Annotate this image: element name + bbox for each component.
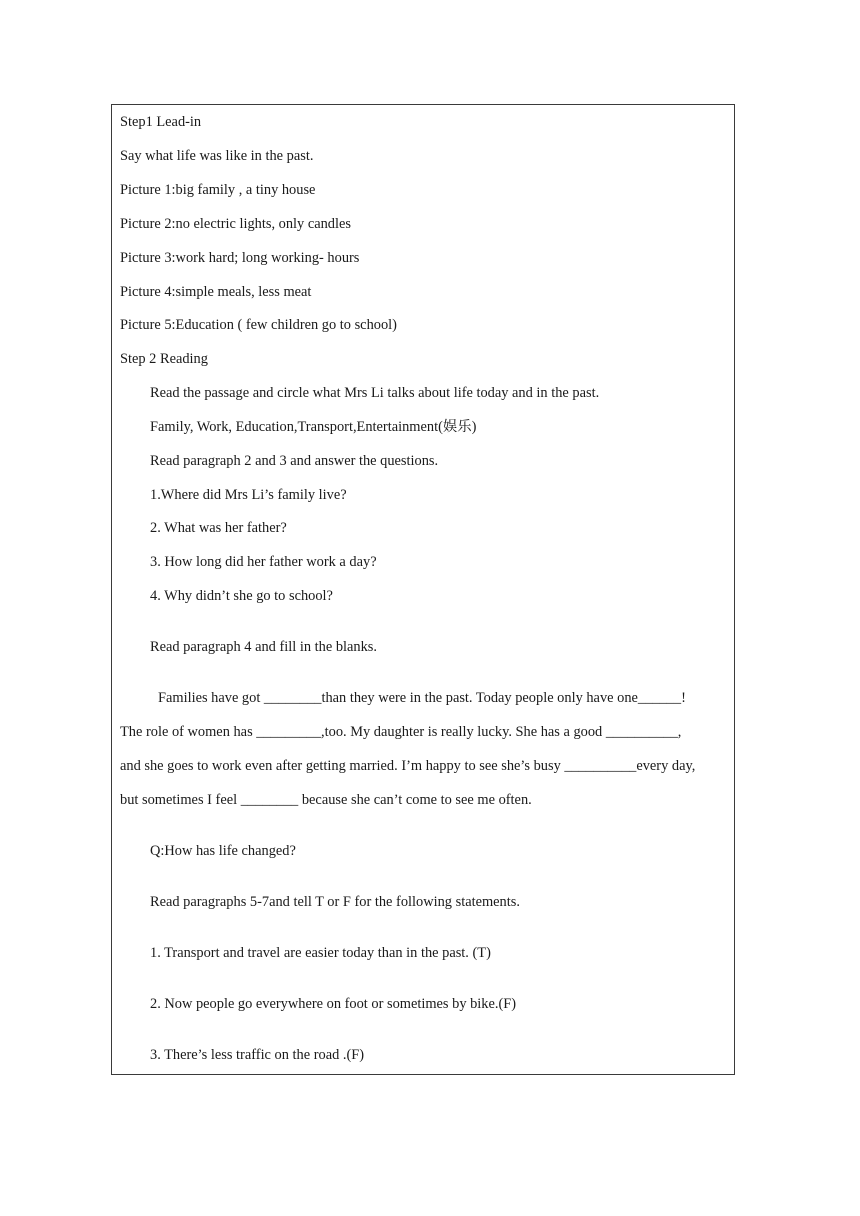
step2-heading: Step 2 Reading xyxy=(120,351,208,367)
task-circle-topics: Read the passage and circle what Mrs Li talks about life today and in the past. xyxy=(150,385,600,401)
task-fill-blanks: Read paragraph 4 and fill in the blanks. xyxy=(150,639,377,655)
step1-intro: Say what life was like in the past. xyxy=(120,148,314,164)
question-item: 2. What was her father? xyxy=(150,520,287,536)
passage-line: but sometimes I feel ________ because she can’t come to see me often. xyxy=(120,792,532,808)
question-item: 4. Why didn’t she go to school? xyxy=(150,588,333,604)
passage-line: and she goes to work even after getting married. I’m happy to see she’s busy __________every day, xyxy=(120,758,696,774)
picture-item: Picture 4:simple meals, less meat xyxy=(120,284,312,300)
statement-item: 2. Now people go everywhere on foot or sometimes by bike.(F) xyxy=(150,996,517,1012)
topic-list: Family, Work, Education,Transport,Entertainment(娱乐) xyxy=(150,419,477,435)
task-answer-questions: Read paragraph 2 and 3 and answer the questions. xyxy=(150,453,439,469)
picture-item: Picture 5:Education ( few children go to school) xyxy=(120,317,397,333)
question-item: 3. How long did her father work a day? xyxy=(150,554,377,570)
task-true-false: Read paragraphs 5-7and tell T or F for the following statements. xyxy=(150,894,520,910)
statement-item: 3. There’s less traffic on the road .(F) xyxy=(150,1047,365,1063)
question-item: 1.Where did Mrs Li’s family live? xyxy=(150,487,347,503)
passage-line: Families have got ________than they were in the past. Today people only have one______! xyxy=(158,690,686,706)
question-life-changed: Q:How has life changed? xyxy=(150,843,296,859)
picture-item: Picture 2:no electric lights, only candles xyxy=(120,216,351,232)
picture-item: Picture 3:work hard; long working- hours xyxy=(120,250,360,266)
passage-line: The role of women has _________,too. My daughter is really lucky. She has a good __________, xyxy=(120,724,682,740)
picture-item: Picture 1:big family , a tiny house xyxy=(120,182,316,198)
statement-item: 1. Transport and travel are easier today than in the past. (T) xyxy=(150,945,491,961)
step1-heading: Step1 Lead-in xyxy=(120,114,202,130)
